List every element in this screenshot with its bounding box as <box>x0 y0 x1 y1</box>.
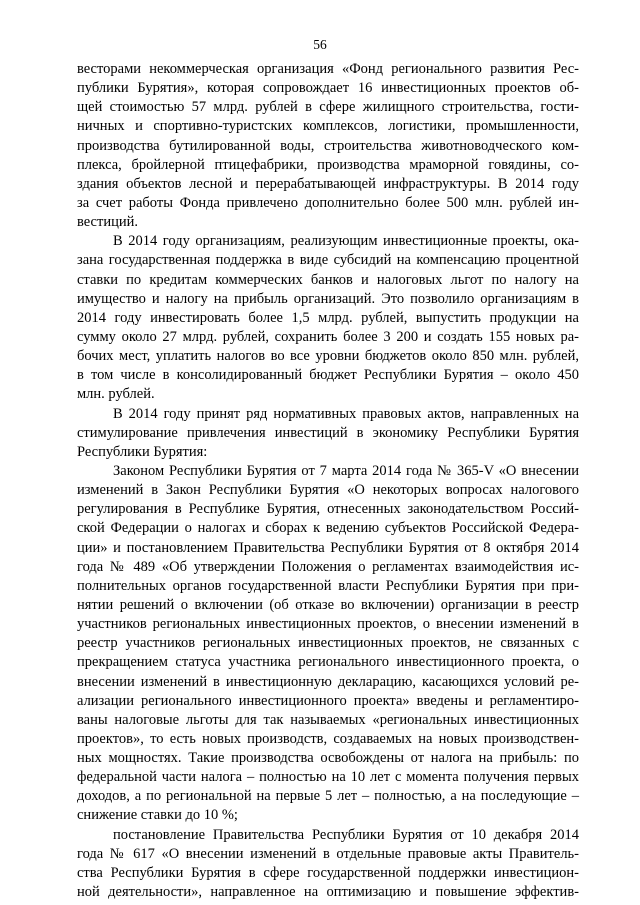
text-line: прекращением статуса участника регионального инвестиционного проекта, о <box>77 654 579 671</box>
text-line: проектов», то есть новых производств, создаваемых на новых производствен- <box>77 730 579 747</box>
text-line: доходов, а по региональной на первые 5 лет – полностью, а на последующие – <box>77 788 579 805</box>
text-line: ства Республики Бурятия в сфере государственной поддержки инвестицион- <box>77 864 579 881</box>
text-line: ализации регионального инвестиционного проекта» введены и регламентиро- <box>77 692 579 709</box>
text-line: ных мощностях. Такие производства освобождены от налога на прибыль: по <box>77 750 579 767</box>
text-line: млн. рублей. <box>77 386 155 403</box>
paragraph <box>77 60 579 232</box>
text-line: регулирования в Республике Бурятия, отнесенных законодательством Россий- <box>77 501 579 518</box>
text-line: бочих мест, уплатить налогов во все уровни бюджетов около 850 млн. рублей, <box>77 348 579 365</box>
text-line: имущество и налогу на прибыль организаций. Это позволило организациям в <box>77 290 579 307</box>
text-line: постановление Правительства Республики Бурятия от 10 декабря 2014 <box>113 826 579 843</box>
paragraph <box>77 405 579 462</box>
text-line: ции» и постановлением Правительства Республики Бурятия от 8 октября 2014 <box>77 539 579 556</box>
page-number: 56 <box>313 37 327 52</box>
text-line: года № 617 «О внесении изменений в отдельные правовые акты Правитель- <box>77 845 579 862</box>
text-line: вестиций. <box>77 214 138 231</box>
text-line: ваны налоговые льготы для так называемых «региональных инвестиционных <box>77 711 579 728</box>
text-line: весторами некоммерческая организация «Фонд регионального развития Рес- <box>77 61 579 77</box>
text-line: нятии решений о включении (об отказе во включении) организации в реестр <box>77 596 579 613</box>
paragraph <box>77 826 579 903</box>
paragraph <box>77 462 579 826</box>
text-line: сумму около 27 млрд. рублей, сохранить более 3 200 и создать 155 новых ра- <box>77 328 579 345</box>
paragraph <box>77 232 579 404</box>
text-line: реестр участников региональных инвестиционных проектов, не связанных с <box>77 635 579 652</box>
text-line: ной деятельности», направленное на оптимизацию и повышение эффектив- <box>77 884 579 901</box>
text-line: щей стоимостью 57 млрд. рублей в сфере жилищного строительства, гости- <box>77 99 579 116</box>
text-line: снижение ставки до 10 %; <box>77 807 238 824</box>
text-line: ставки по кредитам коммерческих банков и налоговых льгот по налогу на <box>77 271 579 288</box>
text-line: публики Бурятия», которая сопровождает 16 инвестиционных проектов об- <box>77 80 579 97</box>
text-line: полнительных органов государственной власти Республики Бурятия при при- <box>77 577 579 594</box>
text-line: ской Федерации о налогах и сборах к ведению субъектов Российской Федера- <box>77 520 579 537</box>
text-line: плекса, бройлерной птицефабрики, производства мраморной говядины, со- <box>77 156 579 173</box>
text-line: изменений в Закон Республики Бурятия «О некоторых вопросах налогового <box>77 482 579 499</box>
text-line: стимулирование привлечения инвестиций в экономику Республики Бурятия <box>77 424 579 441</box>
document-body <box>77 60 579 902</box>
text-line: зана государственная поддержка в виде субсидий на компенсацию процентной <box>77 252 579 269</box>
text-line: федеральной части налога – полностью на 10 лет с момента получения первых <box>77 769 579 786</box>
text-line: участников региональных инвестиционных проектов, о внесении изменений в <box>77 616 579 633</box>
text-line: 2014 году инвестировать более 1,5 млрд. рублей, выпустить продукции на <box>77 309 579 326</box>
text-line: внесении изменений в инвестиционную декларацию, касающихся условий ре- <box>77 673 579 690</box>
text-line: здания объектов лесной и перерабатывающей инфраструктуры. В 2014 году <box>77 175 579 192</box>
text-line: за счет работы Фонда привлечено дополнительно более 500 млн. рублей ин- <box>77 194 579 211</box>
text-line: Республики Бурятия: <box>77 443 208 460</box>
text-line: года № 489 «Об утверждении Положения о регламентах взаимодействия ис- <box>77 558 579 575</box>
text-line: ничных и спортивно-туристских комплексов, логистики, промышленности, <box>77 118 579 135</box>
text-line: В 2014 году принят ряд нормативных правовых актов, направленных на <box>113 405 579 422</box>
text-line: в том числе в консолидированный бюджет Республики Бурятия – около 450 <box>77 367 579 384</box>
text-line: производства бутилированной воды, строительства животноводческого ком- <box>77 137 579 154</box>
text-line: Законом Республики Бурятия от 7 марта 2014 года № 365-V «О внесении <box>113 462 579 479</box>
text-line: В 2014 году организациям, реализующим инвестиционные проекты, ока- <box>113 233 579 250</box>
